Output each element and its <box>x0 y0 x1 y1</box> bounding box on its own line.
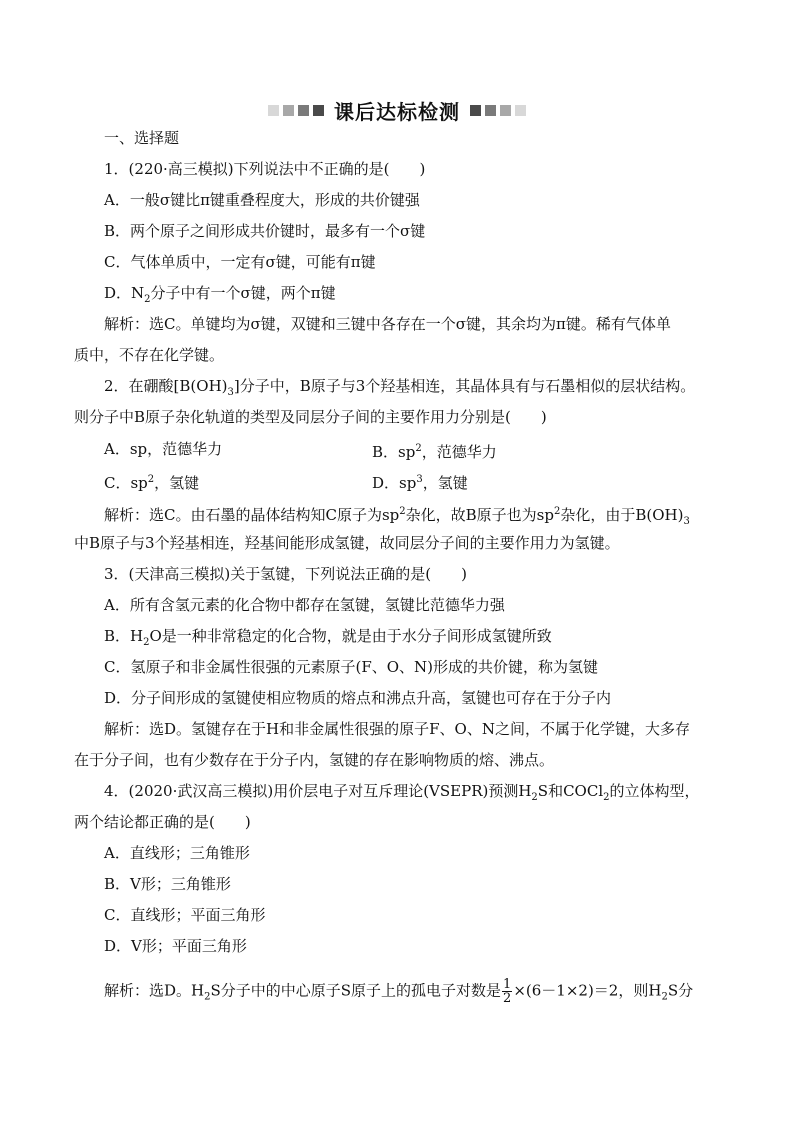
superscript: 3 <box>416 474 423 485</box>
q4-option-c: C．直线形；平面三角形 <box>104 906 266 924</box>
q3-option-c: C．氢原子和非金属性很强的元素原子(F、O、N)形成的共价键，称为氢键 <box>104 658 599 676</box>
subscript: 3 <box>227 387 234 398</box>
text: 2．在硼酸[B(OH) <box>104 377 228 395</box>
subscript: 2 <box>603 792 610 803</box>
right-decoration <box>468 105 528 116</box>
text: 解析：选D。H <box>104 981 205 1000</box>
text: O是一种非常稳定的化合物，就是由于水分子间形成氢键所致 <box>149 627 552 645</box>
superscript: 2 <box>399 506 406 517</box>
text: 杂化，故B原子也为sp <box>405 506 554 524</box>
q4-option-b: B．V形；三角锥形 <box>104 875 231 893</box>
q2-stem-line2: 则分子中B原子杂化轨道的类型及同层分子间的主要作用力分别是( ) <box>74 408 547 426</box>
subscript: 2 <box>144 294 151 305</box>
text: S和COCl <box>537 782 604 800</box>
text: D．N <box>104 284 145 302</box>
q4-explanation-line1 <box>104 978 693 1008</box>
q1-option-d <box>104 283 336 310</box>
q1-option-a: A．一般σ键比π键重叠程度大，形成的共价键强 <box>104 191 420 209</box>
deco-square <box>268 105 279 116</box>
text: 分子中有一个σ键，两个π键 <box>150 284 336 302</box>
q1-option-b: B．两个原子之间形成共价键时，最多有一个σ键 <box>104 222 426 240</box>
text: D．sp <box>372 474 417 492</box>
q2-option-d <box>372 470 468 493</box>
subscript: 3 <box>683 516 690 527</box>
text: 解析：选C。由石墨的晶体结构知C原子为sp <box>104 506 400 524</box>
text: ]分子中，B原子与3个羟基相连，其晶体具有与石墨相似的层状结构。 <box>233 377 696 395</box>
text: C．sp <box>104 474 148 492</box>
page-title: 课后达标检测 <box>334 100 460 124</box>
subscript: 2 <box>531 792 538 803</box>
superscript: 2 <box>147 474 155 485</box>
q2-explanation-line2: 中B原子与3个羟基相连，羟基间能形成氢键，故同层分子间的主要作用力为氢键。 <box>74 534 620 552</box>
text: S分 <box>667 981 694 1000</box>
q4-option-a: A．直线形；三角锥形 <box>104 844 250 862</box>
q3-option-d: D．分子间形成的氢键使相应物质的熔点和沸点升高，氢键也可存在于分子内 <box>104 689 612 707</box>
q2-option-a: A．sp，范德华力 <box>104 440 223 458</box>
deco-square <box>470 105 481 116</box>
left-decoration <box>266 105 326 116</box>
superscript: 2 <box>415 443 422 454</box>
text: 4．(2020·武汉高三模拟)用价层电子对互斥理论(VSEPR)预测H <box>104 782 532 800</box>
text: ，范德华力 <box>421 443 497 461</box>
fraction-numerator: 1 <box>503 977 512 992</box>
superscript: 2 <box>553 506 561 517</box>
q1-stem: 1．(220·高三模拟)下列说法中不正确的是( ) <box>104 160 426 178</box>
q3-option-b <box>104 626 552 653</box>
text: ，氢键 <box>154 474 200 492</box>
q2-stem-line1 <box>104 376 695 403</box>
deco-square <box>500 105 511 116</box>
q3-option-a: A．所有含氢元素的化合物中都存在氢键，氢键比范德华力强 <box>104 596 505 614</box>
q1-explanation-line1: 解析：选C。单键均为σ键，双键和三键中各存在一个σ键，其余均为π键。稀有气体单 <box>104 315 671 333</box>
q4-stem-line1 <box>104 781 700 808</box>
deco-square <box>283 105 294 116</box>
q4-stem-line2: 两个结论都正确的是( ) <box>74 813 251 831</box>
header <box>0 96 794 125</box>
fraction <box>502 978 512 1005</box>
q2-explanation-line1 <box>104 502 690 532</box>
q3-stem: 3．(天津高三模拟)关于氢键，下列说法正确的是( ) <box>104 565 467 583</box>
deco-square <box>313 105 324 116</box>
subscript: 2 <box>143 637 150 648</box>
text: 的立体构型， <box>609 782 700 800</box>
text: 杂化，由于B(OH) <box>560 506 684 524</box>
q2-option-c <box>104 470 199 493</box>
text: S分子中的中心原子S原子上的孤电子对数是 <box>210 981 502 1000</box>
subscript: 2 <box>204 991 211 1003</box>
text: B．H <box>104 627 144 645</box>
deco-square <box>298 105 309 116</box>
subscript: 2 <box>661 991 668 1003</box>
q1-explanation-line2: 质中，不存在化学键。 <box>74 346 225 364</box>
text: B．sp <box>372 443 416 461</box>
q2-option-b <box>372 439 497 462</box>
deco-square <box>485 105 496 116</box>
q4-option-d: D．V形；平面三角形 <box>104 937 247 955</box>
text: ，氢键 <box>422 474 468 492</box>
q3-explanation-line2: 在于分子间，也有少数存在于分子内，氢键的存在影响物质的熔、沸点。 <box>74 751 555 769</box>
section-heading: 一、选择题 <box>104 129 180 147</box>
q1-option-c: C．气体单质中，一定有σ键，可能有π键 <box>104 253 376 271</box>
text: ×(6－1×2)＝2，则H <box>513 981 662 1000</box>
q3-explanation-line1: 解析：选D。氢键存在于H和非金属性很强的原子F、O、N之间，不属于化学键，大多存 <box>104 720 690 738</box>
deco-square <box>515 105 526 116</box>
fraction-denominator: 2 <box>503 991 512 1006</box>
